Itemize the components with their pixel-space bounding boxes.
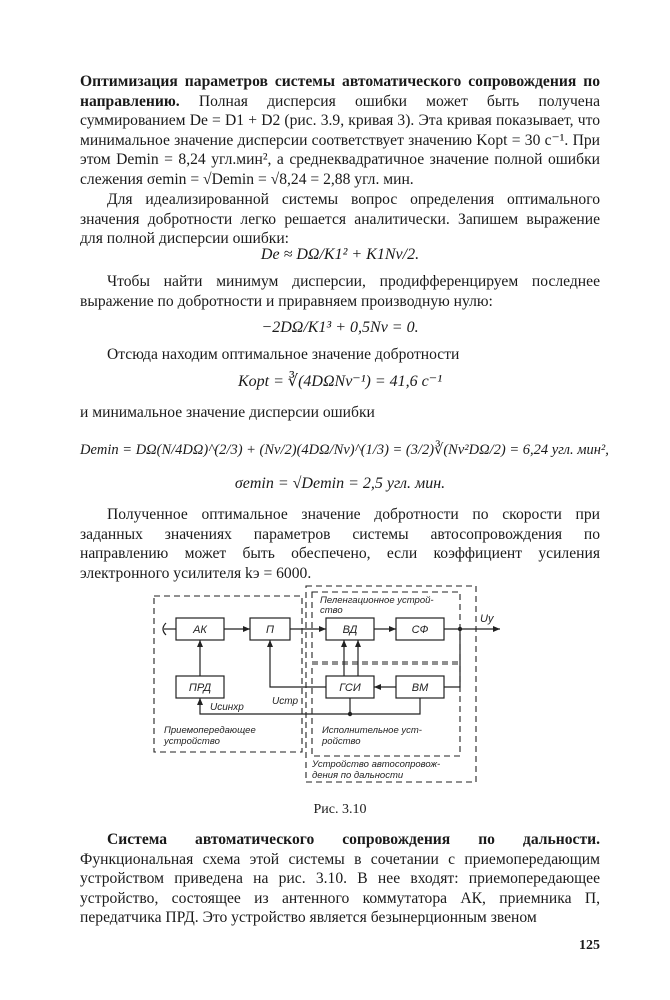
label-gsi: ГСИ (339, 682, 361, 694)
paragraph-min-dispersion: и минимальное значение дисперсии ошибки (80, 404, 375, 421)
signal-usync: Uсинхр (210, 702, 244, 713)
formula-derivative: −2DΩ/K1³ + 0,5Nv = 0. (261, 319, 419, 336)
label-p: П (266, 624, 274, 636)
section-heading: Система автоматического сопровождения по дальности. (107, 831, 600, 848)
section-range-tracking (80, 830, 600, 928)
group-actuator-label-1: Исполнительное уст- (322, 725, 422, 736)
figure-caption: Рис. 3.10 (313, 802, 367, 817)
paragraph-idealized-system: Для идеализированной системы вопрос определения оптимального значения добротности легко решается аналитически. Запишем выражение для полной дисперсии ошибки: (80, 191, 600, 248)
section-body: Функциональная схема этой системы в сочетании с приемопередающим устройством приведена на рис. 3.10. В нее входят: приемопередающее устройство, состоящее из антенного коммутатора АК, приемника П, передатчика ПРД. Это устройство является безынерционным звеном (80, 850, 600, 927)
signal-uy: Uу (480, 613, 494, 625)
formula-k-opt: Kopt = ∛(4DΩNv⁻¹) = 41,6 с⁻¹ (237, 373, 443, 390)
label-vm: ВМ (411, 682, 429, 694)
group-range-label-1: Устройство автосопровож- (312, 759, 441, 770)
formula-total-dispersion: De ≈ DΩ/K1² + K1Nv/2. (260, 246, 420, 263)
paragraph-minimum-search: Чтобы найти минимум дисперсии, продифференцируем последнее выражение по добротности и приравняем производную нулю: (80, 273, 600, 310)
line-out-vm (444, 629, 460, 687)
figure-3-10-diagram (150, 582, 510, 787)
paragraph-optimal-value: Отсюда находим оптимальное значение добротности (107, 346, 460, 363)
group-direction-label-1: Пеленгационное устрой- (320, 595, 434, 606)
page-number: 125 (579, 938, 600, 953)
label-vd: ВД (342, 624, 358, 636)
formula-d-min: Demin = DΩ(N/4DΩ)^(2/3) + (Nv/2)(4DΩ/Nv)^(1/3) = (3/2)∛(Nv²DΩ/2) = 6,24 угл. мин², (80, 442, 609, 458)
group-range-label-2: дения по дальности (312, 770, 404, 781)
group-actuator-label-2: ройство (322, 736, 361, 747)
section-heading: Оптимизация параметров системы автоматического сопровождения по направлению. (80, 73, 600, 110)
label-ak: АК (193, 624, 207, 636)
section-optimization-direction (80, 72, 600, 190)
group-transceiver-label-1: Приемопередающее (164, 725, 256, 736)
formula-sigma-min: σemin = √Demin = 2,5 угл. мин. (234, 475, 446, 492)
group-transceiver-label-2: устройство (164, 736, 220, 747)
label-sf: СФ (411, 624, 429, 636)
label-prd: ПРД (188, 682, 212, 694)
paragraph-gain-result: Полученное оптимальное значение добротности по скорости при заданных значениях параметров системы автосопровождения по направлению может быть обеспечено, если коэффициент усиления электронного усилителя kэ = 6000. (80, 506, 600, 582)
section-body: Полная дисперсия ошибки может быть получена суммированием De = D1 + D2 (рис. 3.9, кривая 3). Эта кривая показывает, что минимальное значение дисперсии соответствует значению Kopt = 30 с⁻¹. При этом Demin = 8,24 угл.мин², а среднеквадратичное значение полной ошибки слежения σemin = √Demin = √8,24 = 2,88 угл. мин. (80, 92, 600, 188)
signal-ustr: Uстр (272, 696, 299, 707)
group-direction-label-2: ство (320, 605, 343, 616)
